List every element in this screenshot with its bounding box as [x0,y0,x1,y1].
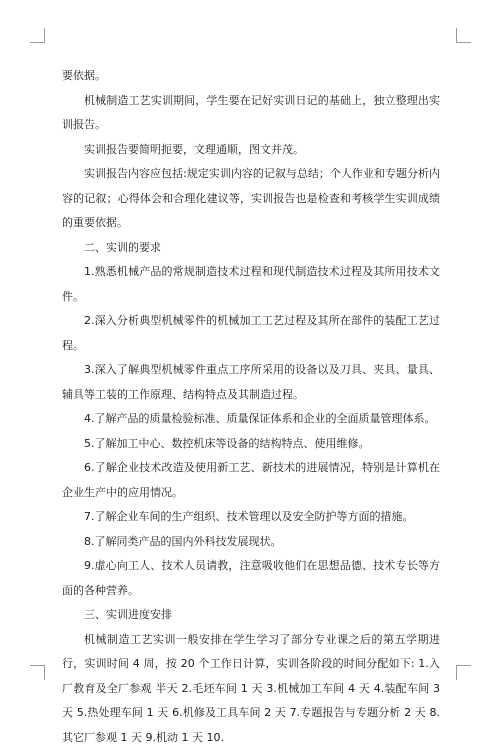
paragraph: 实训报告要简明扼要，文理通顺，图文并茂。 [62,138,440,163]
section-heading: 二、实训的要求 [62,236,440,261]
list-item: 5.了解加工中心、数控机床等设备的结构特点、使用维修。 [62,432,440,457]
document-body [62,64,440,750]
paragraph: 要依据。 [62,64,440,89]
list-item: 1.熟悉机械产品的常规制造技术过程和现代制造技术过程及其所用技术文件。 [62,260,440,309]
crop-mark-top-left [30,28,45,43]
crop-mark-bottom-right [456,665,471,680]
paragraph: 实训报告内容应包括:规定实训内容的记叙与总结；个人作业和专题分析内容的记叙；心得体会和合理化建议等，实训报告也是检查和考核学生实训成绩的重要依据。 [62,162,440,236]
list-item: 4.了解产品的质量检验标准、质量保证体系和企业的全面质量管理体系。 [62,407,440,432]
paragraph: 机械制造工艺实训一般安排在学生学习了部分专业课之后的第五学期进行，实训时间 4 周，按 20 个工作日计算，实训各阶段的时间分配如下: 1.入厂教育及全厂参观 半天 2.毛坯车间 1 天 3.机械加工车间 4 天 4.装配车间 3 天 5.热处理车间 1 天 6.机修及工具车间 2 天 7.专题报告与专题分析 2 天 8.其它厂参观 1 天 9.机动 1 天 10. [62,628,440,750]
paragraph: 机械制造工艺实训期间，学生要在记好实训日记的基础上，独立整理出实训报告。 [62,89,440,138]
list-item: 7.了解企业车间的生产组织、技术管理以及安全防护等方面的措施。 [62,505,440,530]
list-item: 8.了解同类产品的国内外科技发展现状。 [62,530,440,555]
list-item: 2.深入分析典型机械零件的机械加工工艺过程及其所在部件的装配工艺过程。 [62,309,440,358]
list-item: 6.了解企业技术改造及使用新工艺、新技术的进展情况，特别是计算机在企业生产中的应用情况。 [62,456,440,505]
crop-mark-top-right [456,28,471,43]
crop-mark-bottom-left [30,665,45,680]
list-item: 3.深入了解典型机械零件重点工序所采用的设备以及刀具、夹具、量具、辅具等工装的工作原理、结构特点及其制造过程。 [62,358,440,407]
list-item: 9.虚心向工人、技术人员请教，注意吸收他们在思想品德、技术专长等方面的各种营养。 [62,554,440,603]
section-heading: 三、实训进度安排 [62,603,440,628]
